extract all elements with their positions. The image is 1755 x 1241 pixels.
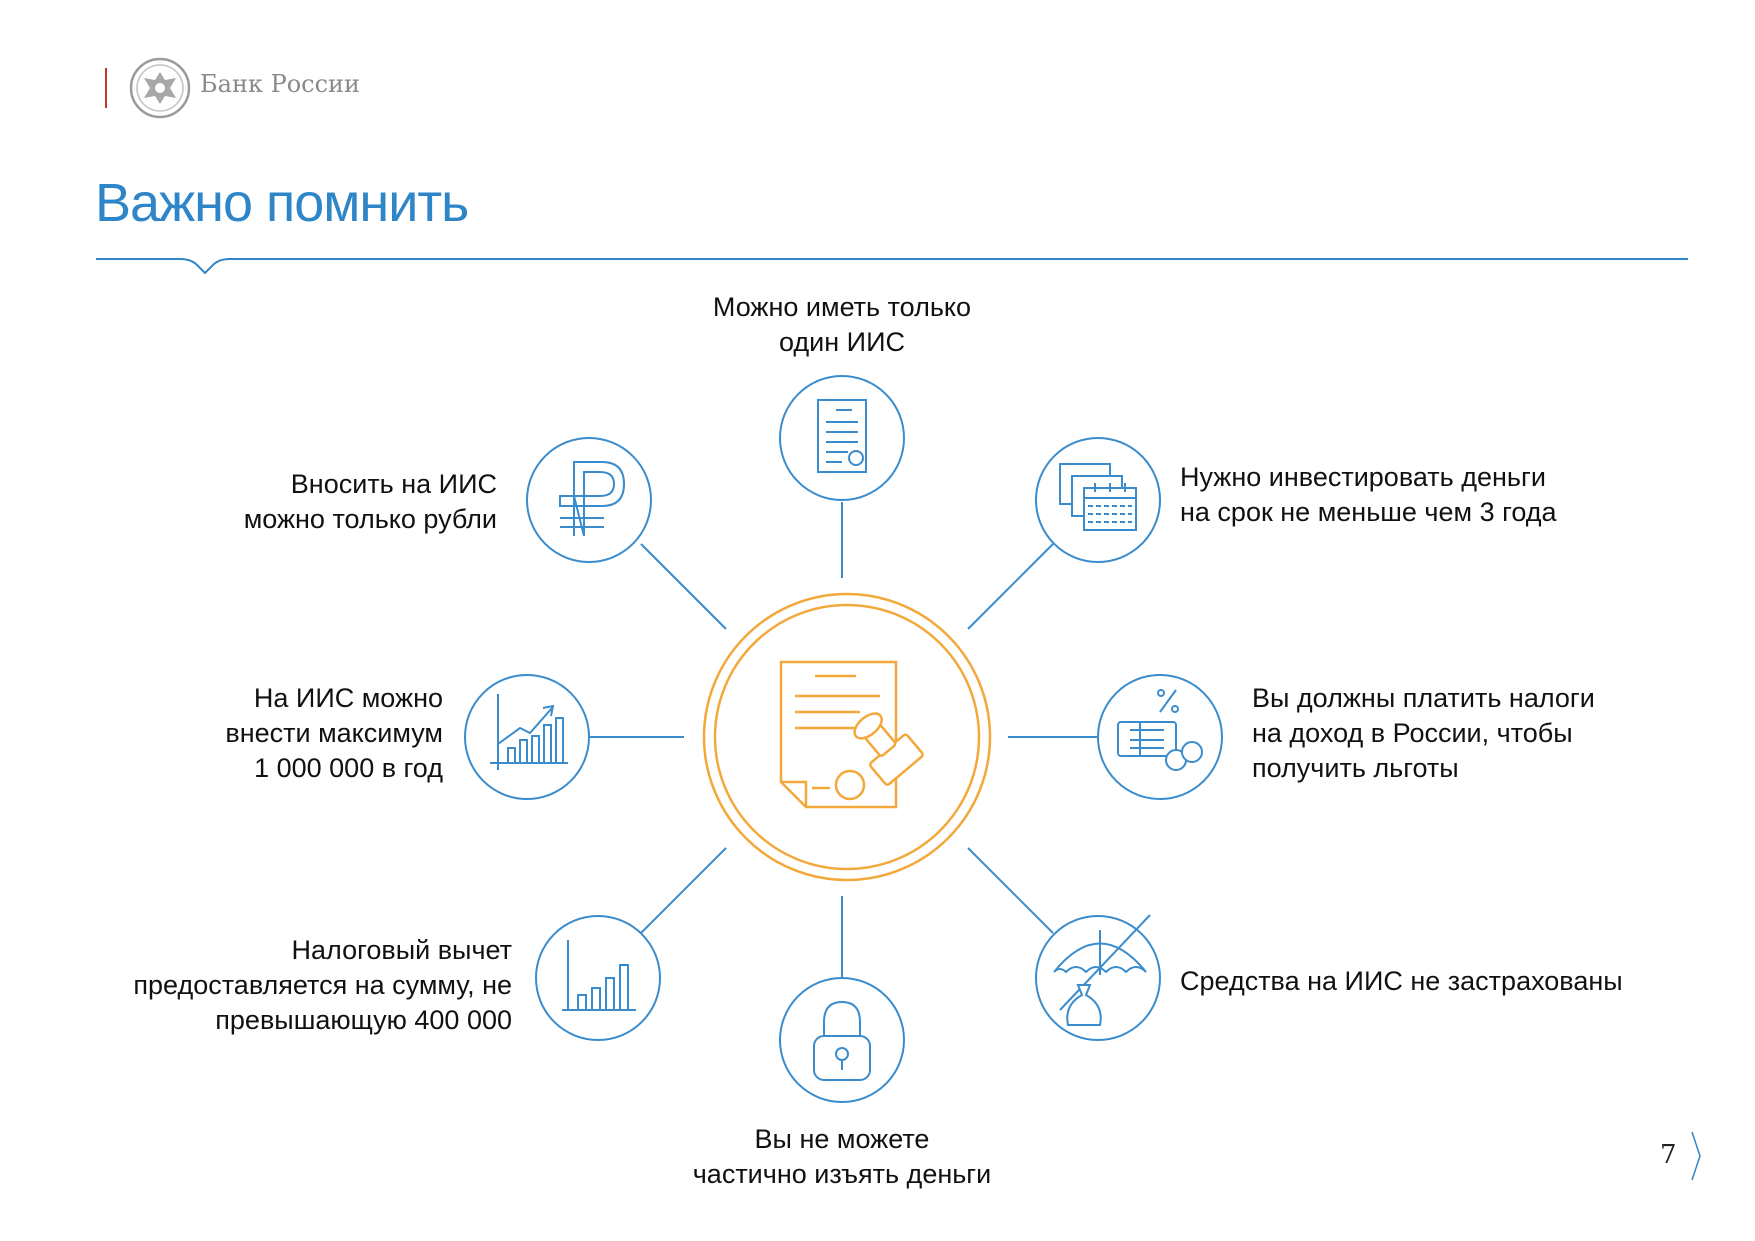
item-text-rubles-only	[160, 467, 497, 537]
bank-emblem-icon	[131, 59, 189, 117]
text-line: на срок не меньше чем 3 года	[1180, 497, 1557, 527]
item-text-max-deposit	[150, 681, 443, 786]
chevron-right-icon[interactable]	[1692, 1132, 1700, 1180]
item-text-tax-deduction	[80, 933, 512, 1038]
text-line: Можно иметь только	[712, 292, 972, 322]
item-text-taxes	[1252, 681, 1595, 786]
text-line: Налоговый вычет	[291, 935, 512, 965]
text-line: Вы должны платить налоги	[1252, 683, 1595, 713]
item-text-one-iis	[692, 290, 992, 360]
title-underline	[96, 259, 1688, 273]
text-line: Вносить на ИИС	[290, 469, 497, 499]
page-title: Важно помнить	[95, 173, 469, 233]
text-line: получить льготы	[1252, 753, 1459, 783]
item-text-not-insured	[1180, 964, 1623, 999]
text-line: Средства на ИИС не застрахованы	[1180, 966, 1623, 996]
text-line: превышающую 400 000	[215, 1005, 512, 1035]
text-line: один ИИС	[779, 327, 905, 357]
text-line: Вы не можете	[754, 1124, 930, 1154]
document-with-stamp-icon	[781, 662, 924, 807]
text-line: внести максимум	[225, 718, 443, 748]
text-line: можно только рубли	[243, 504, 497, 534]
item-text-withdraw	[662, 1122, 1022, 1192]
page-number: 7	[1660, 1140, 1677, 1170]
connectors	[589, 502, 1098, 977]
center-circle	[704, 594, 990, 880]
text-line: предоставляется на сумму, не	[133, 970, 512, 1000]
text-line: Нужно инвестировать деньги	[1180, 462, 1546, 492]
item-text-invest-term	[1180, 460, 1557, 530]
text-line: На ИИС можно	[253, 683, 443, 713]
text-line: на доход в России, чтобы	[1252, 718, 1573, 748]
text-line: частично изъять деньги	[692, 1159, 992, 1189]
brand-name: Банк России	[200, 70, 361, 98]
text-line: 1 000 000 в год	[254, 753, 443, 783]
